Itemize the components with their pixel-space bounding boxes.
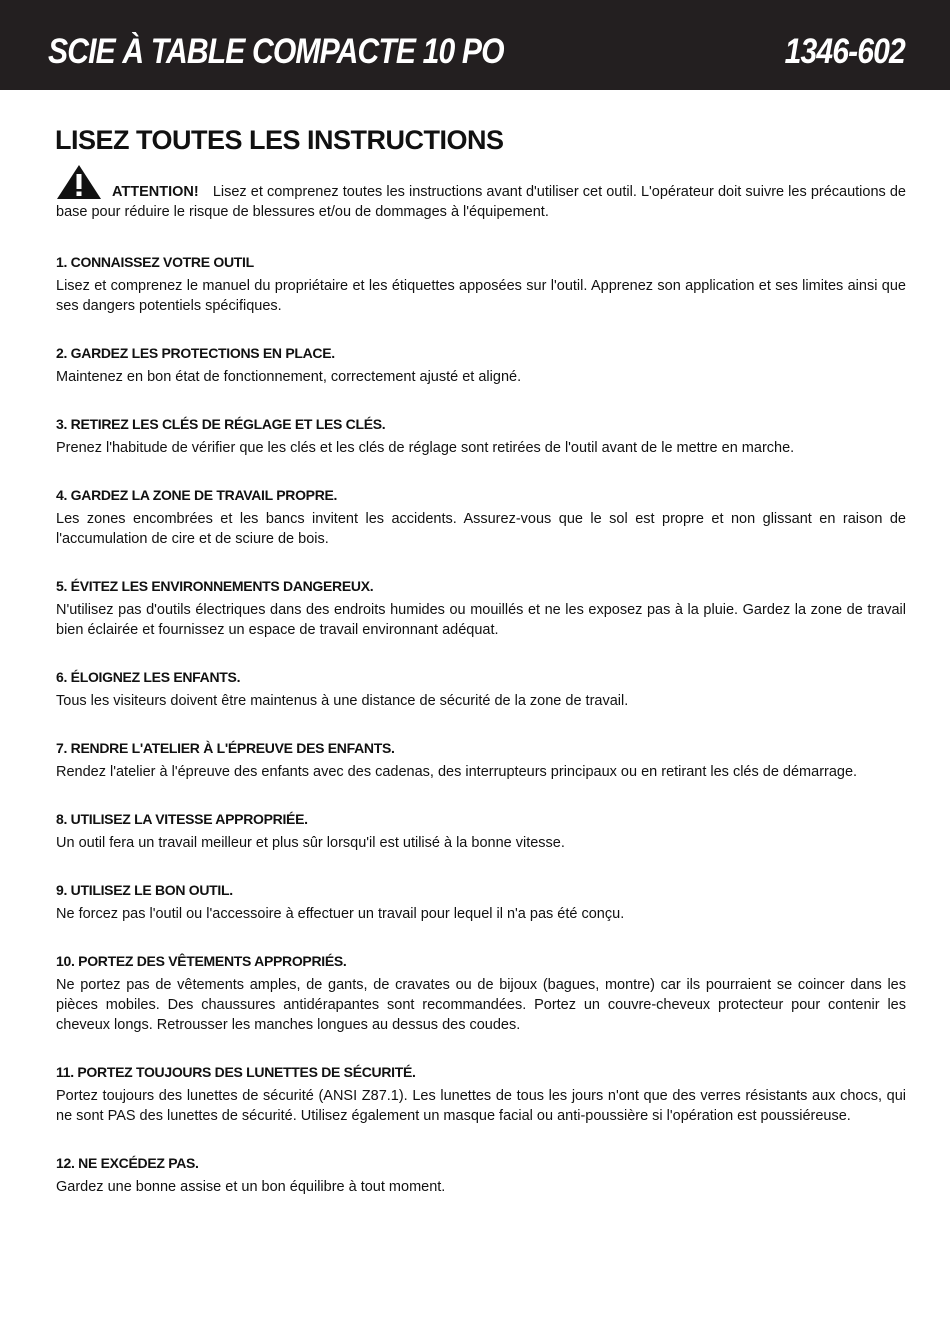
- rule-title: 8. UTILISEZ LA VITESSE APPROPRIÉE.: [56, 811, 308, 827]
- warning-triangle-icon: [56, 164, 102, 200]
- rule-body: Rendez l'atelier à l'épreuve des enfants avec des cadenas, des interrupteurs principaux ou en retirant les clés de démarrage.: [56, 764, 858, 780]
- warning-label: ATTENTION!: [112, 184, 199, 200]
- rule-body: Les zones encombrées et les bancs invitent les accidents. Assurez-vous que le sol est propre et non glissant en raison de l'accumulation de cire et de sciure de bois.: [56, 511, 906, 547]
- rule-body: N'utilisez pas d'outils électriques dans des endroits humides ou mouillés et ne les exposez pas à la pluie. Gardez la zone de travail bien éclairée et fournissez un espace de travail environnant adéquat.: [56, 602, 906, 638]
- rule-body: Tous les visiteurs doivent être maintenus à une distance de sécurité de la zone de travail.: [56, 693, 629, 709]
- rule-title: 12. NE EXCÉDEZ PAS.: [56, 1155, 199, 1171]
- rule-body: Un outil fera un travail meilleur et plus sûr lorsqu'il est utilisé à la bonne vitesse.: [56, 835, 565, 851]
- safety-rule: [56, 880, 906, 924]
- warning-block: [56, 166, 906, 222]
- rule-title: 2. GARDEZ LES PROTECTIONS EN PLACE.: [56, 345, 335, 361]
- safety-rule: [56, 576, 906, 640]
- header-bar: [0, 0, 950, 90]
- safety-rule: [56, 485, 906, 549]
- rule-title: 11. PORTEZ TOUJOURS DES LUNETTES DE SÉCURITÉ.: [56, 1064, 416, 1080]
- rule-body: Maintenez en bon état de fonctionnement, correctement ajusté et aligné.: [56, 369, 522, 385]
- warning-text: Lisez et comprenez toutes les instructions avant d'utiliser cet outil. L'opérateur doit suivre les précautions de base pour réduire le risque de blessures et/ou de dommages à l'équipement.: [56, 184, 906, 220]
- model-number: 1346-602: [784, 32, 905, 71]
- page-heading: LISEZ TOUTES LES INSTRUCTIONS: [55, 125, 504, 155]
- rule-body: Gardez une bonne assise et un bon équilibre à tout moment.: [56, 1179, 446, 1195]
- rule-title: 6. ÉLOIGNEZ LES ENFANTS.: [56, 669, 241, 685]
- rule-body: Ne forcez pas l'outil ou l'accessoire à effectuer un travail pour lequel il n'a pas été conçu.: [56, 906, 625, 922]
- safety-rules-list: [56, 252, 906, 1224]
- safety-rule: [56, 951, 906, 1035]
- rule-title: 5. ÉVITEZ LES ENVIRONNEMENTS DANGEREUX.: [56, 578, 374, 594]
- rule-title: 4. GARDEZ LA ZONE DE TRAVAIL PROPRE.: [56, 487, 338, 503]
- document-title: SCIE À TABLE COMPACTE 10 PO: [48, 32, 504, 71]
- safety-rule: [56, 738, 906, 782]
- rule-title: 7. RENDRE L'ATELIER À L'ÉPREUVE DES ENFANTS.: [56, 740, 395, 756]
- safety-rule: [56, 1153, 906, 1197]
- rule-title: 1. CONNAISSEZ VOTRE OUTIL: [56, 254, 254, 270]
- rule-body: Ne portez pas de vêtements amples, de gants, de cravates ou de bijoux (bagues, montre) car ils pourraient se coincer dans les pièces mobiles. Des chaussures antidérapantes sont recommandées. Portez un couvre-cheveux protecteur pour contenir les cheveux longs. Retrousser les manches longues au dessus des coudes.: [56, 977, 906, 1033]
- rule-body: Lisez et comprenez le manuel du propriétaire et les étiquettes apposées sur l'outil. Apprenez son application et ses limites ainsi que ses dangers potentiels spécifiques.: [56, 278, 906, 314]
- safety-rule: [56, 667, 906, 711]
- rule-body: Prenez l'habitude de vérifier que les clés et les clés de réglage sont retirées de l'outil avant de le mettre en marche.: [56, 440, 795, 456]
- rule-title: 3. RETIREZ LES CLÉS DE RÉGLAGE ET LES CLÉS.: [56, 416, 386, 432]
- safety-rule: [56, 809, 906, 853]
- safety-rule: [56, 343, 906, 387]
- rule-title: 9. UTILISEZ LE BON OUTIL.: [56, 882, 233, 898]
- rule-title: 10. PORTEZ DES VÊTEMENTS APPROPRIÉS.: [56, 953, 347, 969]
- safety-rule: [56, 1062, 906, 1126]
- safety-rule: [56, 414, 906, 458]
- safety-rule: [56, 252, 906, 316]
- rule-body: Portez toujours des lunettes de sécurité (ANSI Z87.1). Les lunettes de tous les jours n'ont que des verres résistants aux chocs, qui ne sont PAS des lunettes de sécurité. Utilisez également un masque facial ou anti-poussière si l'opération est poussiéreuse.: [56, 1088, 906, 1124]
